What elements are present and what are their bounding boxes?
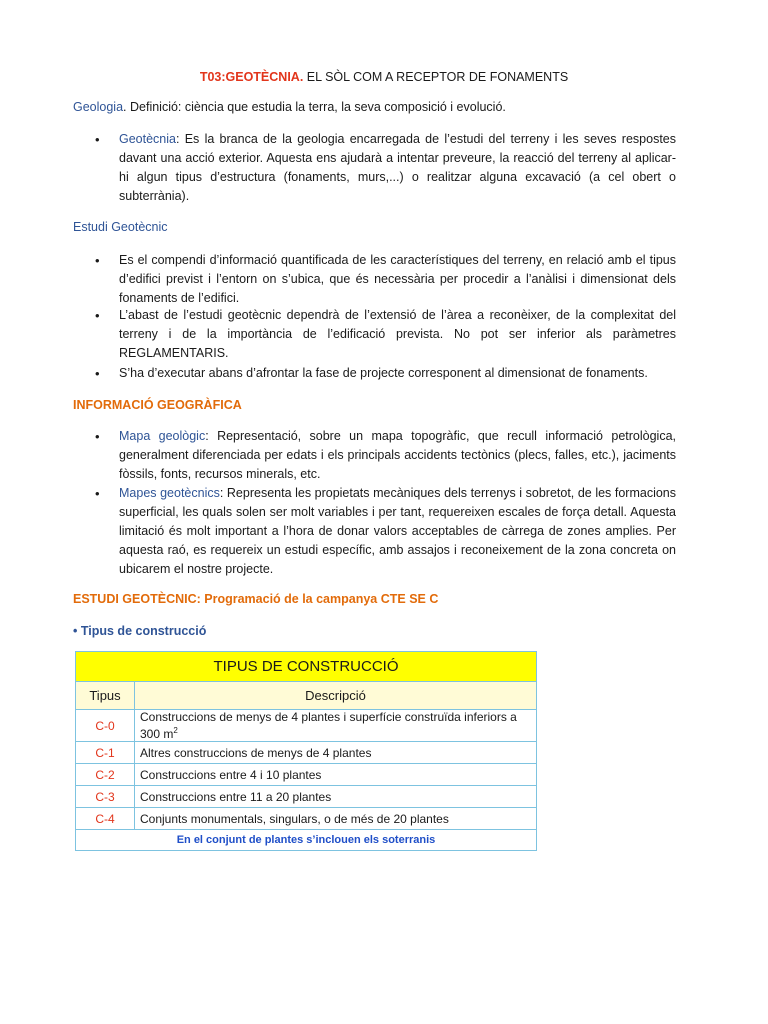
construction-types-table — [75, 651, 537, 851]
table-row — [76, 742, 537, 764]
table-title: TIPUS DE CONSTRUCCIÓ — [76, 652, 537, 682]
geologia-text: . Definició: ciència que estudia la terra, la seva composició i evolució. — [123, 100, 506, 114]
geotecnia-term: Geotècnia — [119, 132, 176, 146]
type-code: C-2 — [76, 764, 135, 786]
estudi-item-3: S’ha d’executar abans d’afrontar la fase de projecte corresponent al dimensionat de fonaments. — [119, 366, 648, 380]
table-row — [76, 786, 537, 808]
bullet: • — [95, 429, 100, 444]
title-prefix: T03:GEOTÈCNIA. — [199, 70, 304, 84]
type-code: C-4 — [76, 808, 135, 830]
geotecnia-text: : Es la branca de la geologia encarregada de l’estudi del terreny i les seves respostes davant una acció exterior. Aquesta ens ajudarà a intentar preveure, la reacció del terreny al aplicar-hi algun tipus d’estructura (fonaments, murs,...) o realitzar alguna excavació (a cel obert o subterrània). — [119, 132, 676, 203]
tipus-heading: • Tipus de construcció — [73, 624, 207, 638]
bullet: • — [95, 366, 100, 381]
page-title — [0, 68, 768, 87]
mapa-geologic-item — [119, 427, 676, 484]
table-row — [76, 764, 537, 786]
column-header-descripcio: Descripció — [135, 682, 537, 710]
type-description — [135, 710, 537, 742]
type-code: C-0 — [76, 710, 135, 742]
type-code: C-1 — [76, 742, 135, 764]
superscript: 2 — [173, 726, 178, 735]
estudi-heading: Estudi Geotècnic — [73, 220, 168, 234]
geologia-definition — [73, 98, 677, 117]
table-row — [76, 808, 537, 830]
table-row — [76, 710, 537, 742]
type-description-text: Construccions de menys de 4 plantes i superfície construïda inferiors a 300 m — [140, 710, 517, 741]
type-description: Construccions entre 4 i 10 plantes — [135, 764, 537, 786]
estudi-item-2: L’abast de l’estudi geotècnic dependrà de l’extensió de l’àrea a reconèixer, de la complexitat del terreny i de la importància de l’edificació prevista. No pot ser inferior als paràmetres REGLAMENTARIS. — [119, 308, 676, 360]
campanya-heading: ESTUDI GEOTÈCNIC: Programació de la campanya CTE SE C — [73, 592, 439, 606]
mapa-geologic-text: : Representació, sobre un mapa topogràfic, que recull informació petrològica, generalment diferenciada per edats i els principals accidents tectònics (plecs, falles, etc.), jaciments fòssils, fonts, recursos minerals, etc. — [119, 429, 676, 481]
bullet: • — [95, 253, 100, 268]
table-footer-note: En el conjunt de plantes s’inclouen els soterranis — [76, 830, 537, 851]
geotecnia-item — [119, 130, 676, 206]
mapa-geologic-term: Mapa geològic — [119, 429, 206, 443]
bullet: • — [95, 486, 100, 501]
bullet: • — [95, 132, 100, 147]
mapes-geotecnics-item — [119, 484, 676, 579]
geologia-term: Geologia — [73, 100, 124, 114]
type-code: C-3 — [76, 786, 135, 808]
type-description: Conjunts monumentals, singulars, o de més de 20 plantes — [135, 808, 537, 830]
column-header-tipus: Tipus — [76, 682, 135, 710]
info-heading: INFORMACIÓ GEOGRÀFICA — [73, 398, 242, 412]
title-rest: EL SÒL COM A RECEPTOR DE FONAMENTS — [303, 70, 569, 84]
mapes-geotecnics-text: : Representa les propietats mecàniques dels terrenys i sobretot, de les formacions superficial, les quals solen ser molt variables i per tant, requereixen escales de força detall. Aquesta limitació és molt important a l’hora de donar valors acceptables de càrrega de zones amplies. Per aquesta raó, es requereix un estudi específic, amb assajos i reconeixement de la zona concreta on ubicarem el nostre projecte. — [119, 486, 676, 576]
type-description: Construccions entre 11 a 20 plantes — [135, 786, 537, 808]
estudi-item-1: Es el compendi d’informació quantificada de les característiques del terreny, en relació amb el tipus d’edifici previst i l’entorn on s’ubica, que és necessària per procedir a l’anàlisi i dimensionat dels fonaments de l’edifici. — [119, 253, 676, 305]
type-description: Altres construccions de menys de 4 plantes — [135, 742, 537, 764]
mapes-geotecnics-term: Mapes geotècnics — [119, 486, 220, 500]
bullet: • — [95, 308, 100, 323]
